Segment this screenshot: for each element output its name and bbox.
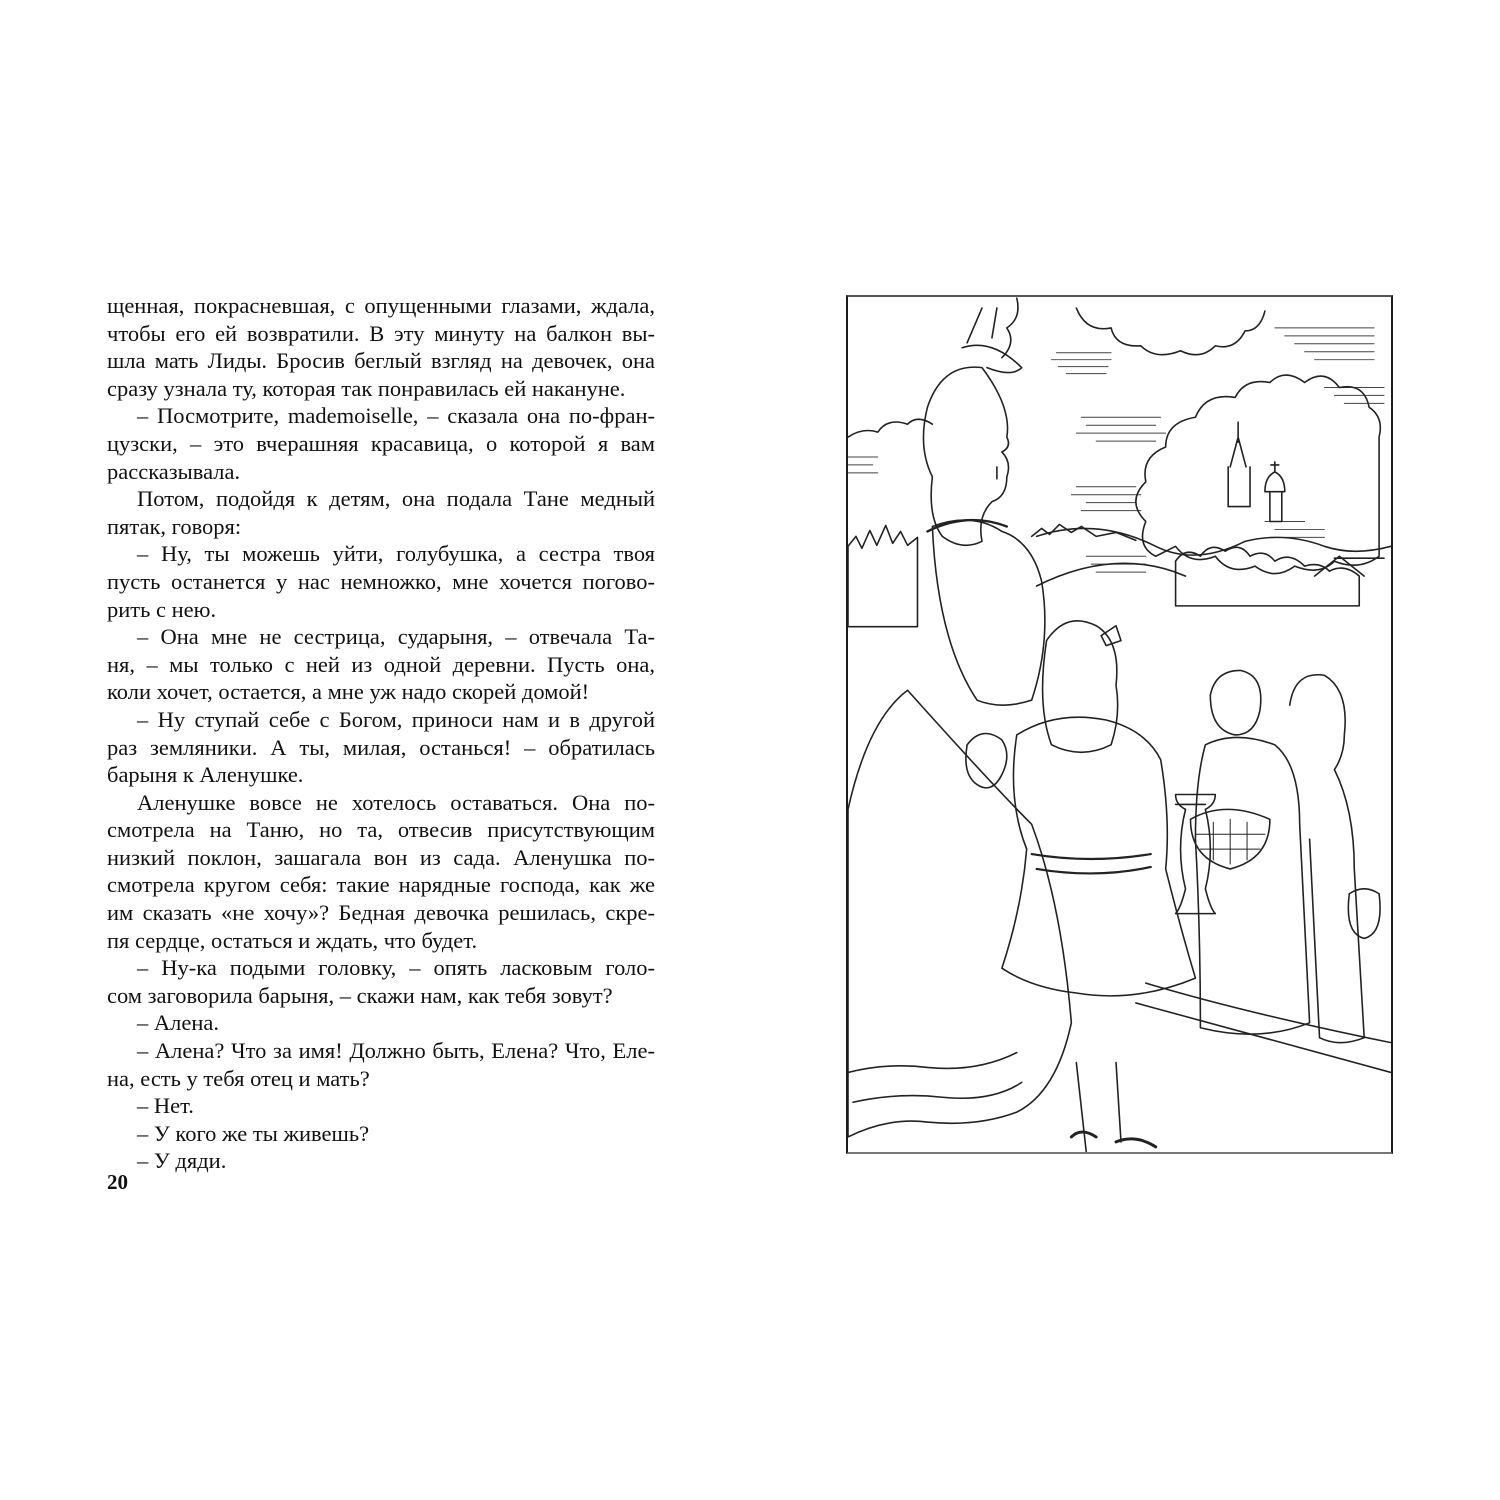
text-line: им сказать «не хочу»? Бедная девочка решилась, скре- — [107, 900, 655, 926]
forest-left — [848, 525, 917, 626]
text-line: барыня к Аленушке. — [107, 762, 304, 788]
text-line: – Алена? Что за имя! Должно быть, Елена? Что, Еле- — [137, 1038, 655, 1064]
balcony-floor — [1136, 983, 1391, 1072]
text-line: пусть останется у нас немножко, мне хочется погово- — [107, 568, 655, 594]
text-line: пя сердце, остаться и ждать, что будет. — [107, 927, 478, 953]
hill-line — [1037, 563, 1186, 586]
text-line: низкий поклон, зашагала вон из сада. Аленушка по- — [107, 844, 655, 870]
left-page-text — [107, 292, 655, 1175]
text-line: сом заговорила барыня, – скажи нам, как тебя зовут? — [107, 982, 613, 1008]
text-line: – Нет. — [137, 1093, 194, 1119]
girl-hair — [1043, 621, 1118, 753]
text-line: – У дяди. — [137, 1148, 227, 1174]
text-line: – У кого же ты живешь? — [137, 1120, 370, 1146]
text-line: – Она мне не сестрица, сударыня, – отвечала Та- — [137, 624, 655, 650]
text-line: сразу узнала ту, которая так понравилась ей накануне. — [107, 375, 626, 401]
lady-head — [923, 367, 1008, 545]
page-number: 20 — [107, 1170, 128, 1194]
lady-bodice — [932, 520, 1045, 705]
lady-skirt-ruffle — [848, 1053, 1022, 1103]
text-line: рить с нею. — [107, 596, 217, 622]
church-spire — [1228, 422, 1250, 506]
peasant-girl-dress — [1195, 737, 1309, 1034]
cloud-top — [1076, 308, 1265, 355]
small-basket — [1348, 889, 1380, 939]
text-line: ня, – мы только с ней из одной деревни. Пусть она, — [107, 651, 655, 677]
sky-hatching — [848, 328, 1384, 572]
cloud-topleft — [1002, 298, 1018, 358]
text-line: Потом, подойдя к детям, она подала Тане медный — [137, 486, 655, 512]
peasant-girl-head — [1210, 670, 1260, 735]
text-line: на, есть у тебя отец и мать? — [107, 1065, 370, 1091]
church-dome — [1265, 462, 1285, 522]
text-line: пятак, говоря: — [107, 513, 242, 539]
text-line: щенная, покрасневшая, с опущенными глазами, ждала, — [107, 293, 655, 318]
text-line: раз земляники. А ты, милая, останься! – обратилась — [107, 734, 655, 760]
text-line: – Посмотрите, mademoiselle, – сказала она по-фран- — [137, 403, 655, 429]
text-line: чтобы его ей возвратили. В эту минуту на балкон вы- — [107, 320, 655, 346]
illustration-frame — [846, 295, 1393, 1154]
text-line: коли хочет, остается, а мне уж надо скорей домой! — [107, 679, 590, 705]
cloud-large — [1136, 375, 1380, 574]
text-line: – Ну-ка подыми головку, – опять ласковым голо- — [137, 955, 655, 981]
village-bushes — [1176, 547, 1360, 606]
girl-dress — [1002, 717, 1196, 996]
text-line: смотрела кругом себя: такие нарядные господа, как же — [107, 872, 655, 898]
lady-collar — [927, 520, 1006, 531]
girl-legs — [1076, 1063, 1121, 1152]
text-line: – Ну ступай себе с Богом, приноси нам и в другой — [137, 706, 655, 732]
lady-skirt — [848, 690, 1071, 1137]
text-line: Аленушке вовсе не хотелось оставаться. Она по- — [137, 789, 655, 815]
text-line: – Ну, ты можешь уйти, голубушка, а сестра твоя — [137, 541, 655, 567]
girl-sash — [1032, 854, 1151, 873]
lady-hat — [962, 308, 1022, 373]
text-line: рассказывала. — [107, 458, 241, 484]
text-line: цузски, – это вчерашняя красавица, о которой я вам — [107, 430, 655, 456]
text-line: смотрела на Таню, но та, отвесив присутствующим — [107, 817, 655, 843]
illustration-drawing — [848, 297, 1391, 1152]
text-line: шла мать Лиды. Бросив беглый взгляд на девочек, она — [107, 348, 655, 374]
text-line: – Алена. — [137, 1010, 219, 1036]
cloud-left — [848, 419, 932, 437]
